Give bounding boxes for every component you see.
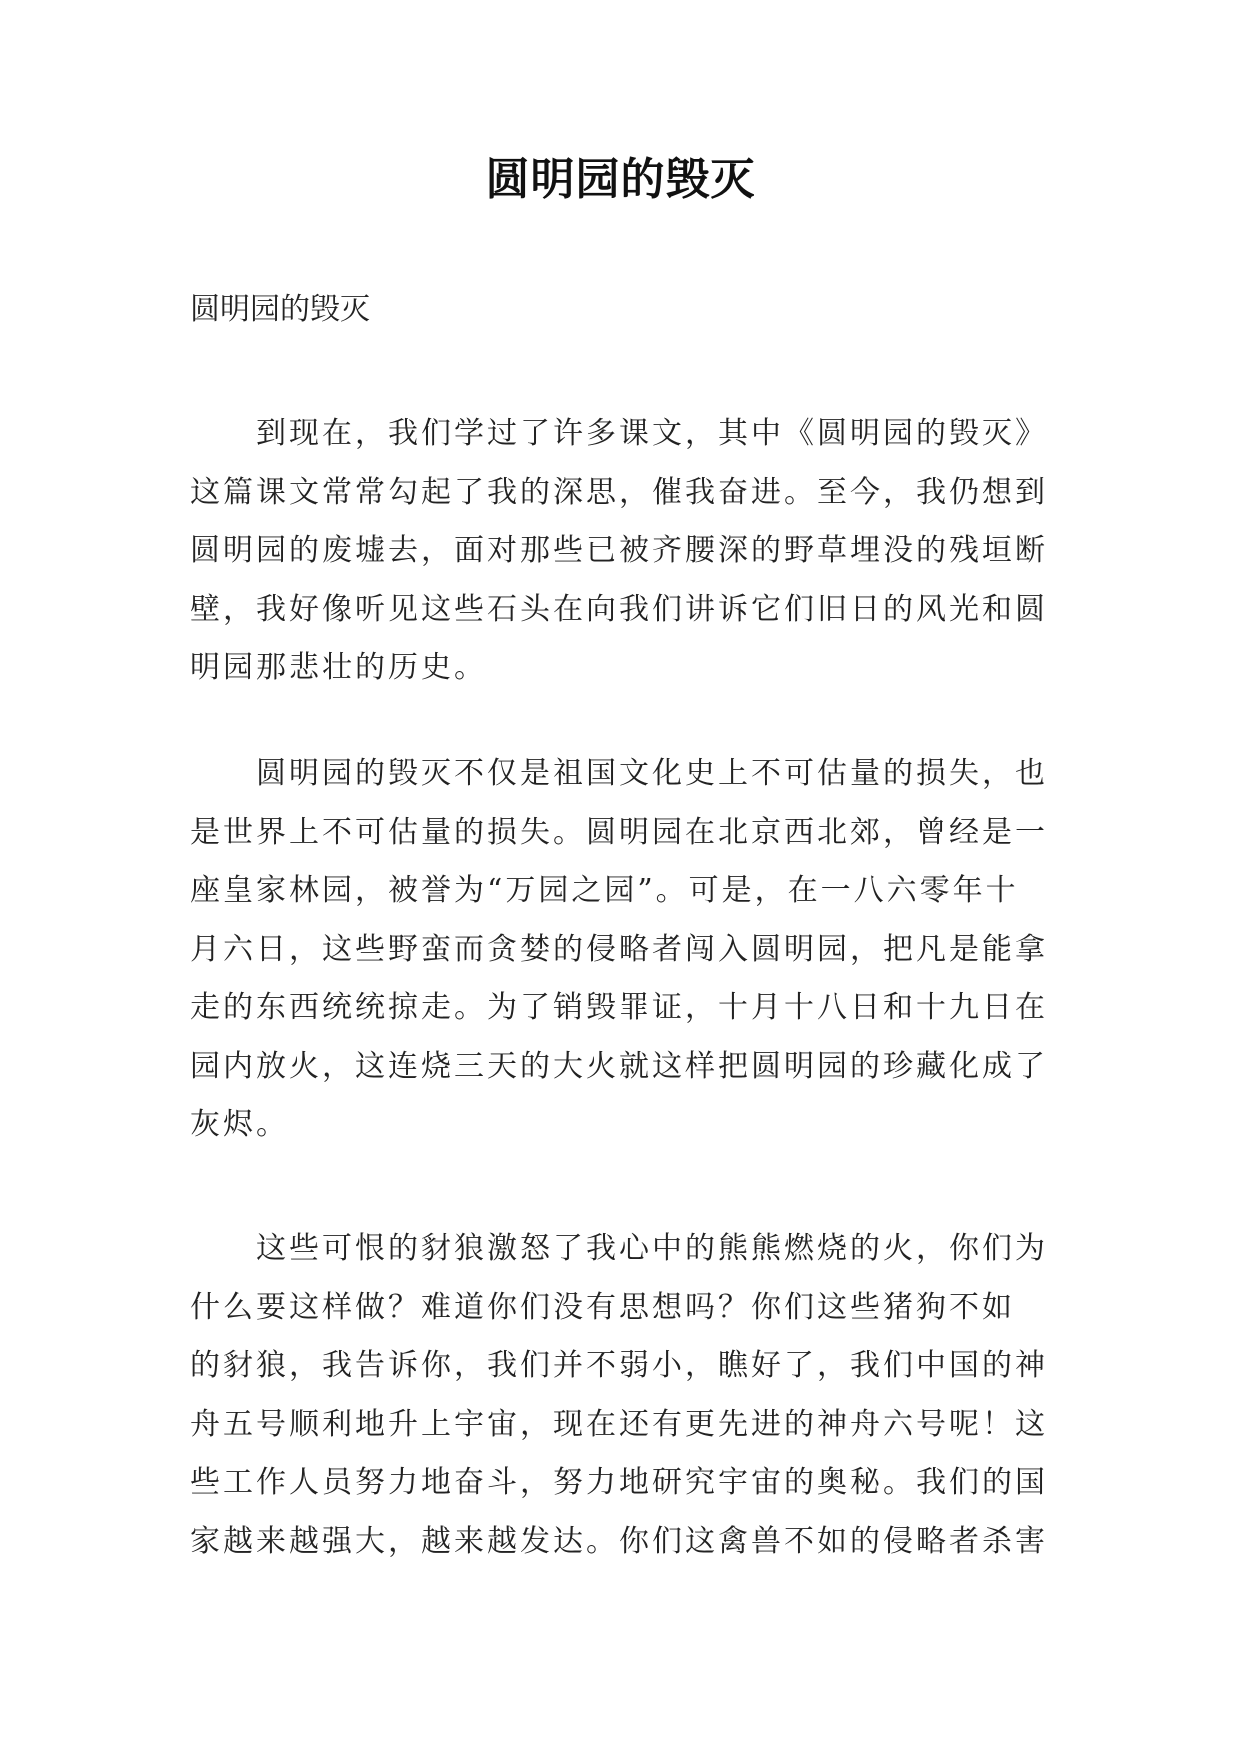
paragraph-line: 走的东西统统掠走。为了销毁罪证，十月十八日和十九日在 — [190, 990, 1048, 1025]
paragraph-line: 座皇家林园，被誉为“万园之园”。可是，在一八六零年十 — [190, 873, 1019, 908]
paragraph-line: 是世界上不可估量的损失。圆明园在北京西北郊，曾经是一 — [190, 814, 1048, 850]
paragraph-line: 这篇课文常常勾起了我的深思，催我奋进。至今，我仍想到 — [190, 474, 1048, 510]
paragraph-line: 的豺狼，我告诉你，我们并不弱小，瞧好了，我们中国的神 — [190, 1348, 1048, 1383]
paragraph-line: 什么要这样做？难道你们没有思想吗？你们这些猪狗不如 — [190, 1289, 1015, 1325]
paragraph-1 — [190, 405, 1050, 698]
paragraph-line: 到现在，我们学过了许多课文，其中《圆明园的毁灭》 — [256, 416, 1048, 451]
paragraph-line: 圆明园的废墟去，面对那些已被齐腰深的野草埋没的残垣断 — [190, 533, 1048, 568]
document-subtitle: 圆明园的毁灭 — [190, 292, 370, 327]
paragraph-3 — [190, 1220, 1050, 1571]
paragraph-line: 家越来越强大，越来越发达。你们这禽兽不如的侵略者杀害 — [190, 1523, 1048, 1559]
paragraph-line: 园内放火，这连烧三天的大火就这样把圆明园的珍藏化成了 — [190, 1048, 1048, 1084]
document-title: 圆明园的毁灭 — [485, 154, 756, 205]
paragraph-line: 明园那悲壮的历史。 — [190, 650, 487, 685]
paragraph-line: 月六日，这些野蛮而贪婪的侵略者闯入圆明园，把凡是能拿 — [190, 931, 1048, 967]
paragraph-line: 舟五号顺利地升上宇宙，现在还有更先进的神舟六号呢！这 — [190, 1406, 1048, 1442]
paragraph-line: 壁，我好像听见这些石头在向我们讲诉它们旧日的风光和圆 — [190, 591, 1048, 627]
paragraph-line: 这些可恨的豺狼激怒了我心中的熊熊燃烧的火，你们为 — [256, 1231, 1048, 1266]
paragraph-line: 些工作人员努力地奋斗，努力地研究宇宙的奥秘。我们的国 — [190, 1465, 1048, 1500]
paragraph-line: 灰烬。 — [190, 1107, 289, 1142]
paragraph-line: 圆明园的毁灭不仅是祖国文化史上不可估量的损失，也 — [256, 756, 1048, 791]
paragraph-2 — [190, 745, 1050, 1155]
